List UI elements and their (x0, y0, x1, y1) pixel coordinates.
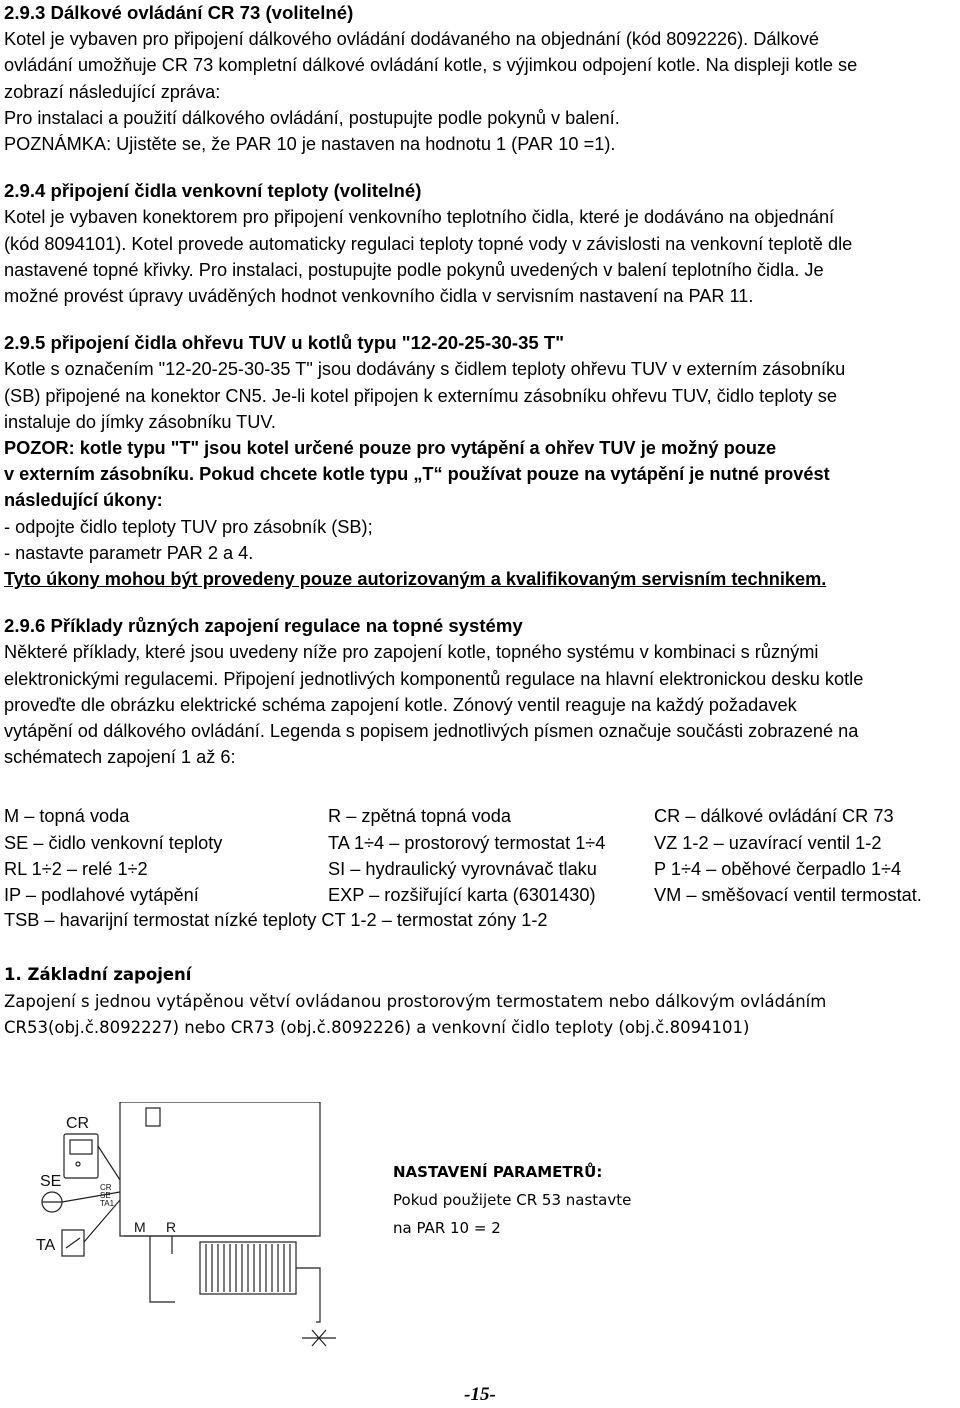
paragraph-line: možné provést úpravy uváděných hodnot venkovního čidla v servisním nastavení na PAR 11. (4, 286, 754, 307)
warning-line: v externím zásobníku. Pokud chcete kotle typu „T“ používat pouze na vytápění je nutné provést (4, 464, 830, 485)
legend-item: EXP – rozšiřující karta (6301430) (328, 885, 596, 906)
radiator (200, 1242, 296, 1294)
remote-knob (76, 1162, 80, 1166)
paragraph-line: POZNÁMKA: Ujistěte se, že PAR 10 je nastaven na hodnotu 1 (PAR 10 =1). (4, 134, 616, 155)
wire-label-ta1: TA1 (100, 1199, 115, 1208)
parameter-note-line: Pokud použijete CR 53 nastavte (393, 1191, 632, 1209)
parameter-note-line: na PAR 10 = 2 (393, 1219, 501, 1237)
label-se: SE (40, 1173, 62, 1190)
warning-line: následující úkony: (4, 490, 163, 511)
label-m: M (134, 1219, 146, 1235)
paragraph-line: CR53(obj.č.8092227) nebo CR73 (obj.č.8092226) a venkovní čidlo teploty (obj.č.8094101) (4, 1017, 750, 1037)
label-ta: TA (36, 1237, 56, 1254)
section-heading-2-9-5: 2.9.5 připojení čidla ohřevu TUV u kotlů typu "12-20-25-30-35 T" (4, 332, 565, 354)
paragraph-line: Některé příklady, které jsou uvedeny níže pro zapojení kotle, topného systému v kombinaci s různými (4, 642, 819, 663)
legend-item: VM – směšovací ventil termostat. (654, 885, 922, 906)
document-page (4, 0, 956, 1041)
pipe-return (296, 1268, 320, 1322)
boiler-body (120, 1102, 320, 1236)
boiler-vent (146, 1108, 160, 1126)
label-cr: CR (66, 1115, 90, 1132)
service-note: Tyto úkony mohou být provedeny pouze autorizovaným a kvalifikovaným servisním technikem. (4, 569, 827, 590)
legend-column-1 (4, 803, 222, 908)
legend-item: CR – dálkové ovládání CR 73 (654, 806, 894, 827)
spacer (4, 592, 956, 613)
legend-item-tsb: TSB – havarijní termostat nízké teploty CT 1-2 – termostat zóny 1-2 (4, 910, 548, 931)
spacer (4, 157, 956, 178)
legend (4, 803, 956, 935)
parameter-note (393, 1158, 631, 1242)
legend-item: VZ 1-2 – uzavírací ventil 1-2 (654, 832, 882, 853)
remote-display (70, 1140, 92, 1154)
paragraph-line: ovládání umožňuje CR 73 kompletní dálkové ovládání kotle, s výjimkou odpojení kotle. Na displeji kotle se (4, 55, 858, 76)
section-heading-2-9-6: 2.9.6 Příklady různých zapojení regulace na topné systémy (4, 615, 523, 637)
label-r: R (166, 1219, 177, 1235)
paragraph-line: Kotel je vybaven konektorem pro připojení venkovního teplotního čidla, které je dodáváno na objednání (4, 207, 835, 228)
paragraph-line: proveďte dle obrázku elektrické schéma zapojení kotle. Zónový ventil reaguje na každý požadavek (4, 694, 797, 715)
paragraph-line: (kód 8094101). Kotel provede automaticky regulaci teploty topné vody v závislosti na venkovní teplotě dle (4, 233, 853, 254)
section-heading-2-9-3: 2.9.3 Dálkové ovládání CR 73 (volitelné) (4, 2, 354, 23)
legend-item: IP – podlahové vytápění (4, 885, 199, 906)
paragraph-line: instaluje do jímky zásobníku TUV. (4, 411, 276, 432)
thermostat-detail (66, 1238, 80, 1248)
legend-item: TA 1÷4 – prostorový termostat 1÷4 (328, 832, 606, 853)
legend-column-3 (654, 803, 922, 908)
paragraph-line: vytápění od dálkového ovládání. Legenda s popisem jednotlivých písmen označuje součásti zobrazené na (4, 721, 859, 742)
legend-item: SI – hydraulický vyrovnávač tlaku (328, 858, 597, 879)
step-line: - odpojte čidlo teploty TUV pro zásobník (SB); (4, 516, 373, 537)
wiring-diagram (0, 1102, 340, 1372)
wire-cr (98, 1146, 120, 1180)
section-heading-2-9-4: 2.9.4 připojení čidla venkovní teploty (volitelné) (4, 180, 422, 202)
radiator-fins (206, 1244, 290, 1292)
paragraph-line: Kotel je vybaven pro připojení dálkového ovládání dodávaného na objednání (kód 8092226). Dálkové (4, 29, 819, 50)
spacer (4, 309, 956, 330)
paragraph-line: nastavené topné křivky. Pro instalaci, postupujte podle pokynů uvedených v balení teplotního čidla. Je (4, 259, 824, 280)
paragraph-line: elektronickými regulacemi. Připojení jednotlivých komponentů regulace na hlavní elektronickou desku kotle (4, 668, 864, 689)
paragraph-line: Kotle s označením "12-20-25-30-35 T" jsou dodávány s čidlem teploty ohřevu TUV v externím zásobníku (4, 359, 846, 380)
spacer (4, 770, 956, 803)
page-number: -15- (464, 1384, 496, 1405)
legend-item: M – topná voda (4, 806, 130, 827)
paragraph-line: (SB) připojené na konektor CN5. Je-li kotel připojen k externímu zásobníku ohřevu TUV, čidlo teploty se (4, 385, 838, 406)
paragraph-line: Zapojení s jednou vytápěnou větví ovládanou prostorovým termostatem nebo dálkovým ovládáním (4, 991, 827, 1011)
step-line: - nastavte parametr PAR 2 a 4. (4, 542, 254, 563)
paragraph-line: zobrazí následující zpráva: (4, 81, 221, 102)
warning-line: POZOR: kotle typu "T" jsou kotel určené pouze pro vytápění a ohřev TUV je možný pouze (4, 438, 777, 459)
legend-item: SE – čidlo venkovní teploty (4, 832, 223, 853)
paragraph-line: Pro instalaci a použití dálkového ovládání, postupujte podle pokynů v balení. (4, 107, 620, 128)
legend-item: P 1÷4 – oběhové čerpadlo 1÷4 (654, 858, 902, 879)
legend-item: RL 1÷2 – relé 1÷2 (4, 858, 148, 879)
pipe-m (150, 1236, 175, 1302)
basic-heading: 1. Základní zapojení (4, 965, 192, 985)
legend-item: R – zpětná topná voda (328, 806, 512, 827)
wire-label-cr: CR (100, 1183, 112, 1192)
legend-column-2 (328, 803, 605, 908)
paragraph-line: schématech zapojení 1 až 6: (4, 747, 236, 768)
parameter-note-title: NASTAVENÍ PARAMETRŮ: (393, 1163, 603, 1181)
spacer (4, 935, 956, 962)
wire-label-se: SE (100, 1191, 111, 1200)
